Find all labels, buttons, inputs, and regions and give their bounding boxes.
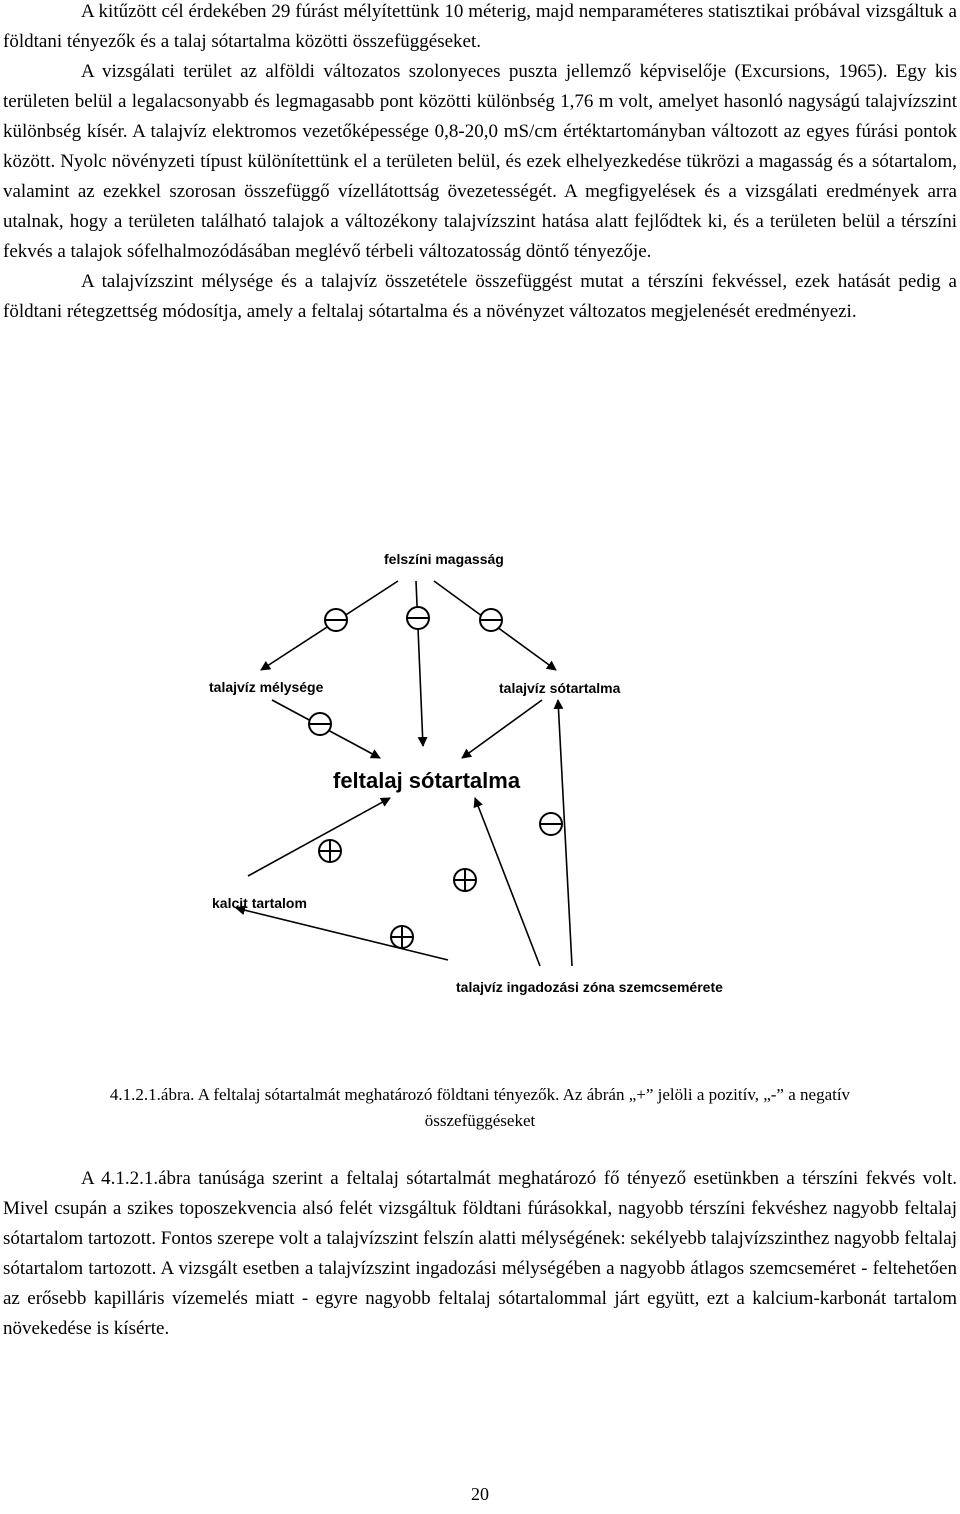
label-szemcsemeret: talajvíz ingadozási zóna szemcsemérete bbox=[456, 979, 723, 995]
plus-sign-icon bbox=[319, 840, 341, 862]
minus-sign-icon bbox=[540, 813, 562, 835]
label-kalcit-tartalom: kalcit tartalom bbox=[212, 895, 307, 911]
plus-sign-icon bbox=[454, 869, 476, 891]
page-number: 20 bbox=[471, 1484, 489, 1504]
label-felszini-magassag: felszíni magasság bbox=[384, 551, 504, 567]
body-text-top bbox=[3, 0, 957, 327]
arrow-right-to-center bbox=[462, 700, 542, 758]
arrow-grain-to-kalcit bbox=[236, 908, 448, 960]
paragraph-3: A talajvízszint mélysége és a talajvíz összetétele összefüggést mutat a térszíni fekvéssel, ezek hatását pedig a földtani rétegzettség módosítja, amely a feltalaj sótartalma és a növényzet változatos megjelenését eredményezi. bbox=[3, 271, 957, 322]
body-text-bottom bbox=[3, 1164, 957, 1344]
arrow-top-to-center bbox=[416, 581, 423, 746]
paragraph-1: A kitűzött cél érdekében 29 fúrást mélyítettünk 10 méterig, majd nemparaméteres statisztikai próbával vizsgáltuk a földtani tényezők és a talaj sótartalma közötti összefüggéseket. bbox=[3, 1, 957, 52]
paragraph-2: A vizsgálati terület az alföldi változatos szolonyeces puszta jellemző képviselője (Excursions, 1965). Egy kis területen belül a legalacsonyabb és legmagasabb pont közötti különbség 1,76 m volt, amelyet hasonló nagyságú talajvízszint különbség kísér. A talajvíz elektromos vezetőképessége 0,8-20,0 mS/cm értéktartományban változott az egyes fúrási pontok között. Nyolc növényzeti típust különítettünk el a területen belül, és ezek elhelyezkedése tükrözi a magasság és a sótartalom, valamint az ezekkel szorosan összefüggő vízellátottság övezetességét. A megfigyelések és a vizsgálati eredmények arra utalnak, hogy a területen található talajok a változékony talajvízszint hatása alatt fejlődtek ki, és a területen belül a térszíni fekvés a talajok sófelhalmozódásában meglévő térbeli változatosság döntő tényezője. bbox=[3, 61, 957, 262]
caption-line-2: összefüggéseket bbox=[424, 1111, 536, 1130]
arrow-kalcit-to-center bbox=[248, 798, 390, 876]
label-feltalaj-sotartalma: feltalaj sótartalma bbox=[333, 768, 521, 793]
paragraph-4: A 4.1.2.1.ábra tanúsága szerint a feltalaj sótartalmát meghatározó fő tényező esetünkben a térszíni fekvés volt. Mivel csupán a szikes toposzekvencia alsó felét vizsgáltuk földtani fúrásokkal, nagyobb térszíni fekvéshez nagyobb feltalaj sótartalom tartozott. Fontos szerepe volt a talajvízszint felszín alatti mélységének: sekélyebb talajvízszinthez nagyobb feltalaj sótartalom tartozott. A vizsgált esetben a talajvízszint ingadozási mélységében a nagyobb átlagos szemcseméret - feltehetően az erősebb kapilláris vízemelés miatt - egyre nagyobb feltalaj sótartalommal járt együtt, ezt a kalcium-karbonát tartalom növekedése is kísérte. bbox=[3, 1168, 957, 1339]
label-talajviz-sotartalma: talajvíz sótartalma bbox=[499, 680, 621, 696]
minus-sign-icon bbox=[480, 609, 502, 631]
arrow-grain-to-center bbox=[475, 798, 540, 966]
arrow-grain-to-right bbox=[558, 700, 572, 966]
minus-sign-icon bbox=[325, 609, 347, 631]
caption-line-1: 4.1.2.1.ábra. A feltalaj sótartalmát meghatározó földtani tényezők. Az ábrán „+” jelöli a pozitív, „-” a negatív bbox=[109, 1085, 851, 1104]
minus-sign-icon bbox=[407, 607, 429, 629]
minus-sign-icon bbox=[309, 713, 331, 735]
factor-diagram bbox=[0, 530, 960, 1010]
figure-caption bbox=[0, 1082, 960, 1134]
plus-sign-icon bbox=[391, 926, 413, 948]
label-talajviz-melysege: talajvíz mélysége bbox=[209, 679, 324, 695]
